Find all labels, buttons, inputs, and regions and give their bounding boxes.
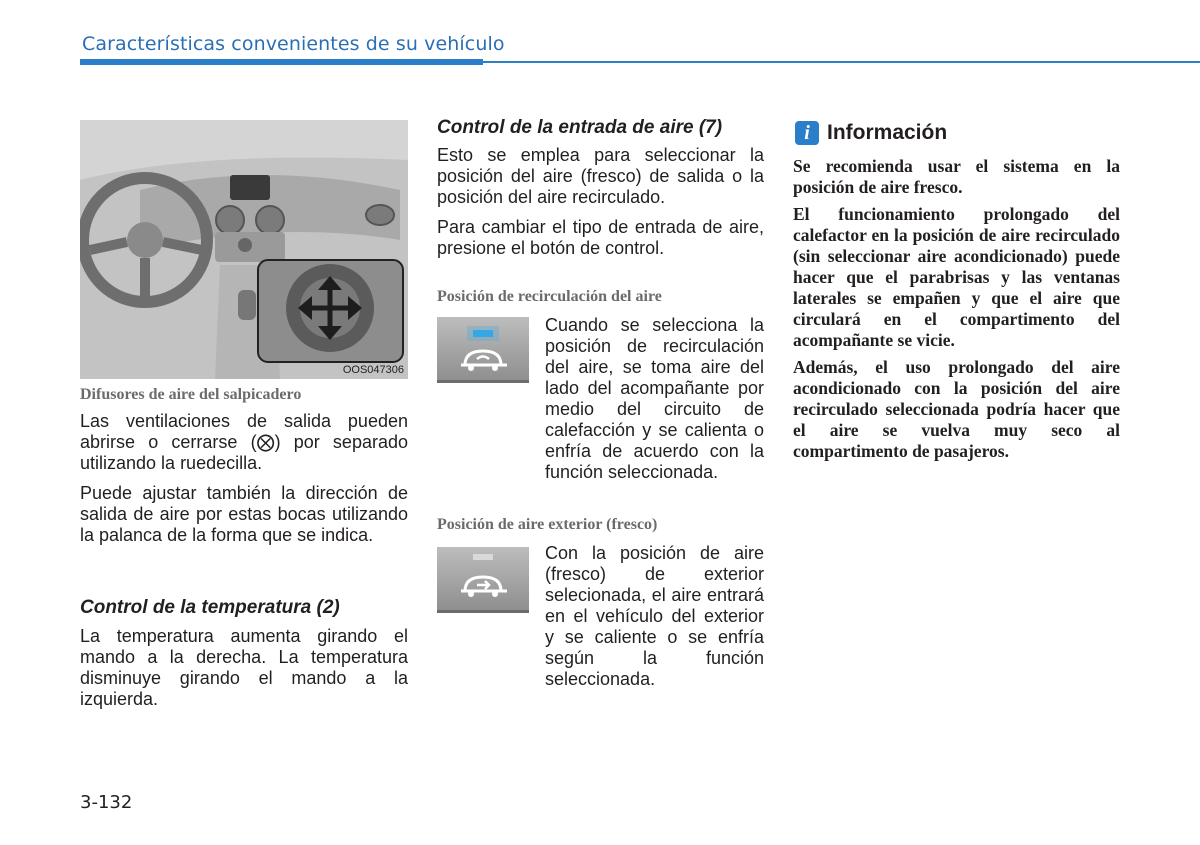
temperature-text: La temperatura aumenta girando el mando a la derecha. La temperatura disminuye girando el mando a la izquierda. [80, 626, 408, 709]
fresh-air-icon [437, 547, 529, 610]
vents-description [80, 411, 408, 555]
paragraph: Las ventilaciones de salida pueden abrirse o cerrarse (⨂) por separado utilizando la ruedecilla. [80, 411, 408, 473]
info-title: Información [827, 121, 948, 144]
figure-caption: Difusores de aire del salpicadero [80, 386, 302, 403]
air-intake-heading: Control de la entrada de aire (7) [437, 117, 723, 138]
info-paragraph: Además, el uso prolongado del aire acondicionado con la posición del aire recirculado seleccionada podría hacer que el aire se vuelva muy seco al compartimento de pasajeros. [793, 357, 1120, 461]
recirculation-caption: Posición de recirculación del aire [437, 288, 662, 305]
air-intake-description [437, 145, 764, 268]
fresh-air-caption: Posición de aire exterior (fresco) [437, 516, 658, 533]
paragraph: Para cambiar el tipo de entrada de aire, presione el botón de control. [437, 217, 764, 258]
temperature-heading: Control de la temperatura (2) [80, 597, 340, 618]
info-paragraph: El funcionamiento prolongado del calefactor en la posición de aire recirculado (sin seleccionar aire acondicionado) puede hacer que el parabrisas y las ventanas laterales se empañen y que el aire que circulará en el compartimento del acompañante se vicie. [793, 204, 1120, 350]
header-rule [483, 61, 1200, 63]
recirculation-button-image [437, 317, 529, 383]
dashboard-illustration [80, 120, 408, 379]
page-number: 3-132 [80, 792, 133, 813]
recirculation-icon [437, 317, 529, 380]
section-title: Características convenientes de su vehículo [82, 33, 505, 55]
fresh-air-text: Con la posición de aire (fresco) de exterior selecionada, el aire entrará en el vehículo del exterior y se caliente o se enfría según la función seleccionada. [545, 543, 764, 689]
info-body [793, 156, 1120, 468]
info-icon: i [795, 121, 819, 145]
info-header [795, 121, 947, 145]
paragraph: Esto se emplea para seleccionar la posición del aire (fresco) de salida o la posición del aire recirculado. [437, 145, 764, 207]
recirculation-text: Cuando se selecciona la posición de recirculación del aire, se toma aire del lado del acompañante por medio del circuito de calefacción y se calienta o enfría de acuerdo con la función seleccionada. [545, 315, 764, 482]
figure-code: OOS047306 [342, 364, 404, 376]
header-accent-bar [80, 59, 483, 65]
info-paragraph: Se recomienda usar el sistema en la posición de aire fresco. [793, 156, 1120, 197]
fresh-air-button-image [437, 547, 529, 613]
dashboard-drawing [80, 120, 408, 379]
paragraph: Puede ajustar también la dirección de salida de aire por estas bocas utilizando la palanca de la forma que se indica. [80, 483, 408, 545]
